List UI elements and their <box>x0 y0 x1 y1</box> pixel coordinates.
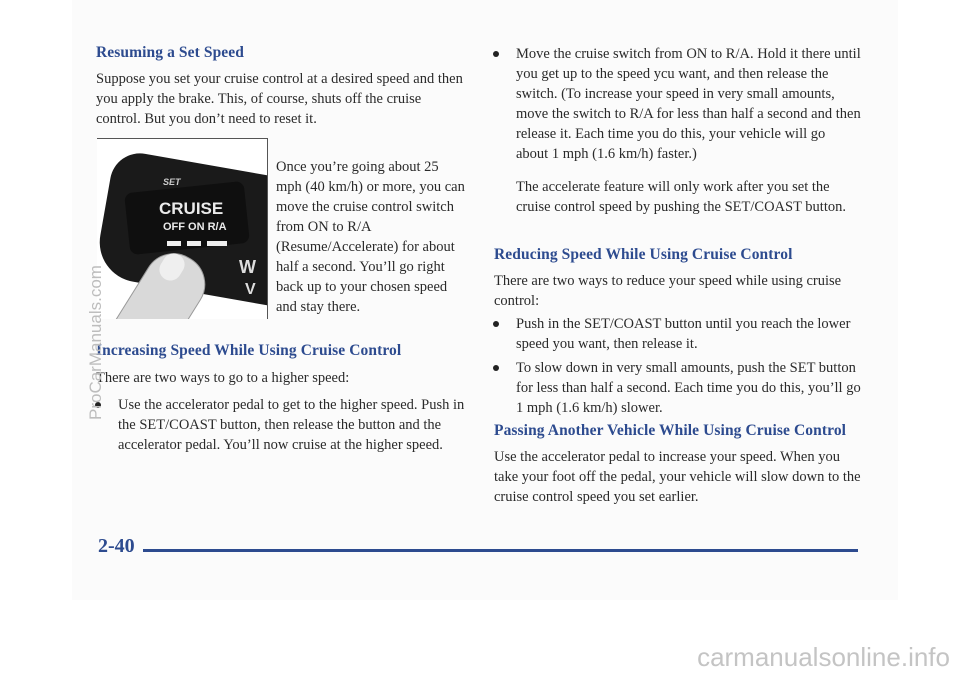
heading-passing-vehicle: Passing Another Vehicle While Using Cruise Control <box>494 422 847 439</box>
heading-increasing-speed: Increasing Speed While Using Cruise Control <box>96 342 402 359</box>
set-label: SET <box>163 177 181 187</box>
bullet-text: Move the cruise switch from ON to R/A. Hold it there until you get up to the speed ycu want, and then release the switch. (To increase your speed in very small amounts, move the switch to R/A for less than half a second and then release it. Each time you do this, your vehicle will go about 1 mph (1.6 km/h) faster.) <box>516 46 861 162</box>
bullet-dot <box>493 365 499 371</box>
footer-rule <box>143 549 858 552</box>
list-item <box>516 44 861 164</box>
paragraph-passing-vehicle: Use the accelerator pedal to increase your speed. When you take your foot off the pedal, your vehicle will slow down to the cruise control speed you set earlier. <box>494 449 861 505</box>
list-item <box>118 395 468 455</box>
switch-position-marks <box>167 241 227 247</box>
paragraph-accelerate-feature: The accelerate feature will only work after you set the cruise control speed by pushing the SET/COAST button. <box>516 179 846 215</box>
paragraph-reduce-ways: There are two ways to reduce your speed while using cruise control: <box>494 273 842 309</box>
wiper-label-w: W <box>239 257 256 277</box>
bullet-dot <box>493 51 499 57</box>
bullet-text: To slow down in very small amounts, push the SET button for less than half a second. Each time you do this, you’ll go 1 mph (1.6 km/h) slower. <box>516 360 861 416</box>
bullet-text: Push in the SET/COAST button until you reach the lower speed you want, then release it. <box>516 316 851 352</box>
cruise-label: CRUISE <box>159 199 224 218</box>
list-item <box>516 314 861 354</box>
paragraph-higher-speed-ways: There are two ways to go to a higher speed: <box>96 370 350 386</box>
bullet-text: Use the accelerator pedal to get to the higher speed. Push in the SET/COAST button, then release the button and the accelerator pedal. You’ll now cruise at the higher speed. <box>118 397 465 453</box>
bottom-watermark: carmanualsonline.info <box>697 642 950 672</box>
bullet-dot <box>493 321 499 327</box>
side-watermark <box>86 180 108 420</box>
list-item <box>516 358 861 418</box>
paragraph-resume-accelerate: Once you’re going about 25 mph (40 km/h) or more, you can move the cruise control switch from ON to R/A (Resume/Accelerate) for about half a second. You’ll go right back up to your chosen speed and stay there. <box>276 158 465 315</box>
heading-resuming-set-speed: Resuming a Set Speed <box>96 44 244 61</box>
heading-reducing-speed: Reducing Speed While Using Cruise Control <box>494 246 793 263</box>
cruise-control-figure <box>97 138 268 319</box>
page-number: 2-40 <box>98 535 135 557</box>
side-watermark-text: ProCarManuals.com <box>86 265 105 420</box>
paragraph-resuming-intro: Suppose you set your cruise control at a desired speed and then you apply the brake. This, of course, shuts off the cruise control. But you don’t need to reset it. <box>96 71 463 127</box>
wiper-label-v: V <box>245 281 256 298</box>
off-on-ra-label: OFF ON R/A <box>163 221 227 233</box>
